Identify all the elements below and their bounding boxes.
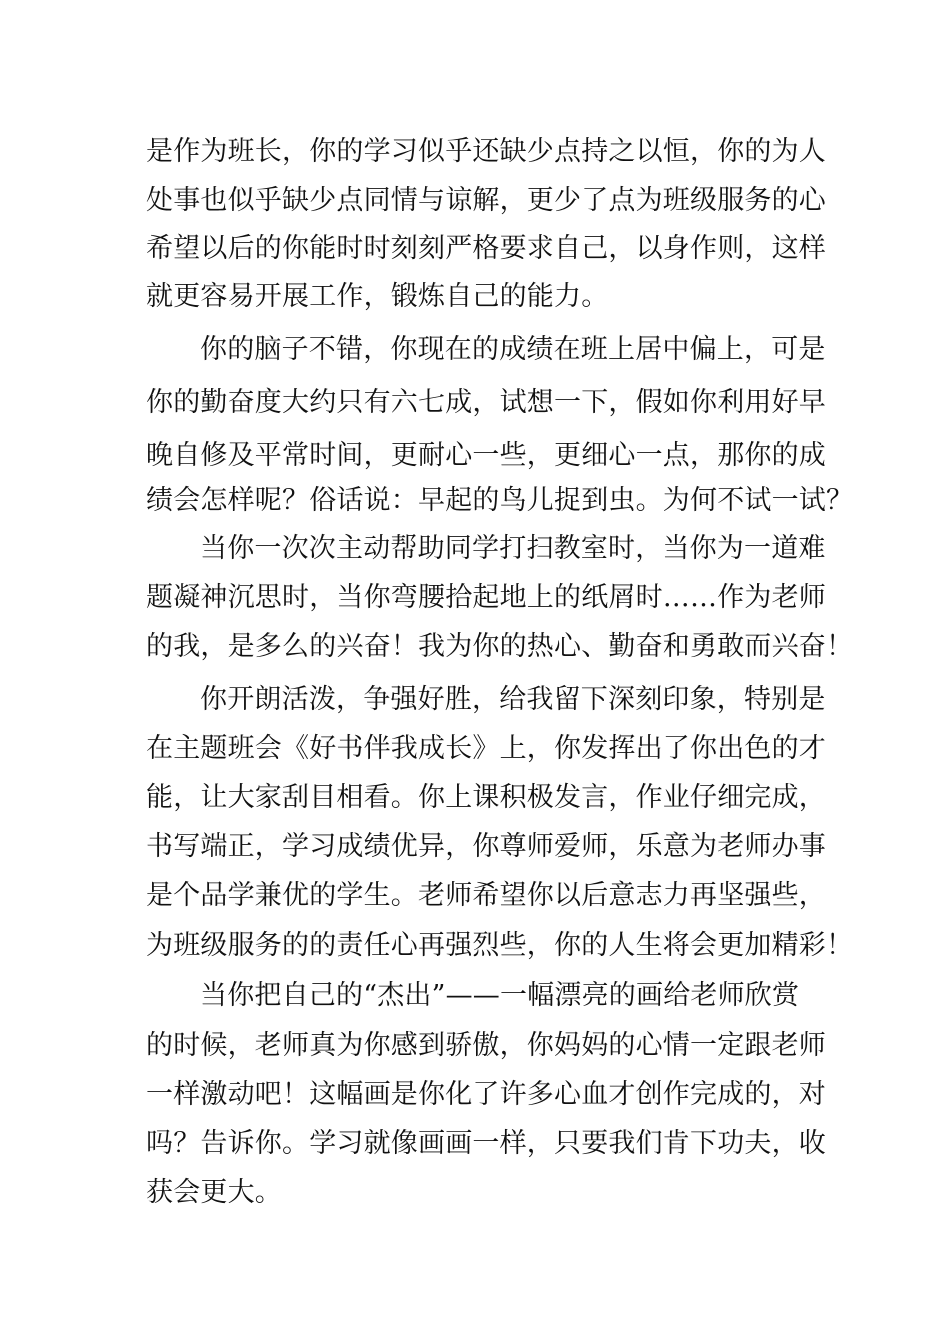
text-line: 希望以后的你能时时刻刻严格要求自己，以身作则，这样 — [146, 233, 826, 264]
text-line: 是作为班长，你的学习似乎还缺少点持之以恒，你的为人 — [146, 136, 826, 167]
paragraph-first-line: 你的脑子不错，你现在的成绩在班上居中偏上，可是 — [200, 334, 826, 365]
text-line: 吗？告诉你。学习就像画画一样，只要我们肯下功夫，收 — [146, 1128, 826, 1159]
text-line: 你的勤奋度大约只有六七成，试想一下，假如你利用好早 — [146, 387, 826, 418]
paragraph-first-line: 当你把自己的“杰出”——一幅漂亮的画给老师欣赏 — [200, 980, 800, 1011]
text-line: 的时候，老师真为你感到骄傲，你妈妈的心情一定跟老师 — [146, 1030, 826, 1061]
text-line: 在主题班会《好书伴我成长》上，你发挥出了你出色的才 — [146, 733, 826, 764]
text-line: 书写端正，学习成绩优异，你尊师爱师，乐意为老师办事 — [146, 831, 826, 862]
text-line: 处事也似乎缺少点同情与谅解，更少了点为班级服务的心 — [146, 185, 826, 216]
text-line: 获会更大。 — [146, 1177, 282, 1208]
text-line: 是个品学兼优的学生。老师希望你以后意志力再坚强些， — [146, 880, 826, 911]
text-line: 的我，是多么的兴奋！我为你的热心、勤奋和勇敢而兴奋！ — [146, 631, 854, 662]
text-line: 绩会怎样呢？俗话说：早起的鸟儿捉到虫。为何不试一试？ — [146, 485, 854, 516]
paragraph-first-line: 当你一次次主动帮助同学打扫教室时，当你为一道难 — [200, 533, 826, 564]
text-line: 题凝神沉思时，当你弯腰拾起地上的纸屑时……作为老师 — [146, 582, 826, 613]
text-line: 能，让大家刮目相看。你上课积极发言，作业仔细完成， — [146, 782, 826, 813]
text-line: 晚自修及平常时间，更耐心一些，更细心一点，那你的成 — [146, 440, 826, 471]
text-line: 为班级服务的的责任心再强烈些，你的人生将会更加精彩！ — [146, 930, 854, 961]
paragraph-first-line: 你开朗活泼，争强好胜，给我留下深刻印象，特别是 — [200, 684, 826, 715]
text-line: 就更容易开展工作，锻炼自己的能力。 — [146, 281, 609, 312]
text-line: 一样激动吧！这幅画是你化了许多心血才创作完成的，对 — [146, 1079, 826, 1110]
